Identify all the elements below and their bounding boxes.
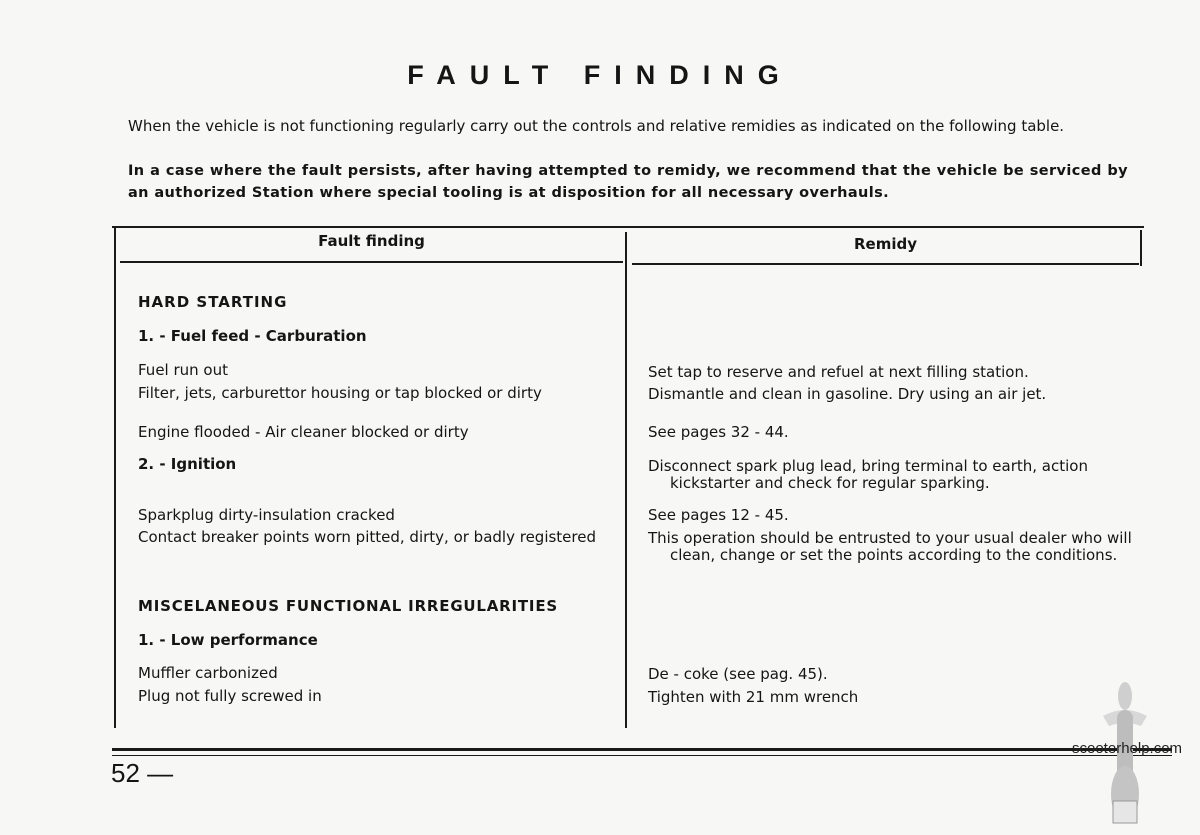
remedy-row: See pages 12 - 45. <box>648 506 789 524</box>
header-fault-finding: Fault finding <box>318 232 425 250</box>
intro-text: When the vehicle is not functioning regularly carry out the controls and relative remidies as indicated on the following table. <box>128 117 1065 135</box>
table-column-divider <box>625 232 627 728</box>
intro-bold-text: In a case where the fault persists, after having attempted to remidy, we recommend that the vehicle be serviced by an authorized Station where special tooling is at disposition for all necessary overhauls. <box>128 163 1128 201</box>
page-title: FAULT FINDING <box>407 60 793 90</box>
page-number: 52 — <box>111 758 174 788</box>
subsection-low-performance: 1. - Low performance <box>138 631 318 649</box>
fault-row: Filter, jets, carburettor housing or tap blocked or dirty <box>138 384 542 402</box>
remedy-row: Dismantle and clean in gasoline. Dry using an air jet. <box>648 385 1047 403</box>
table-left-border <box>114 228 116 728</box>
fault-row: Engine flooded - Air cleaner blocked or dirty <box>138 423 469 441</box>
header-underline-left <box>120 261 623 263</box>
remedy-row: Set tap to reserve and refuel at next filling station. <box>648 363 1029 381</box>
remedy-row: This operation should be entrusted to your usual dealer who will clean, change or set the points according to the conditions. <box>648 529 1132 564</box>
header-remidy: Remidy <box>853 235 917 253</box>
header-underline-right <box>632 263 1139 265</box>
subsection-ignition: 2. - Ignition <box>138 455 237 473</box>
table-bottom-rule <box>112 748 1172 751</box>
remedy-row: De - coke (see pag. 45). <box>648 665 828 683</box>
section-miscellaneous: MISCELANEOUS FUNCTIONAL IRREGULARITIES <box>138 597 558 615</box>
remedy-row: Tighten with 21 mm wrench <box>648 688 859 706</box>
fault-row: Sparkplug dirty-insulation cracked <box>138 506 395 524</box>
fault-row: Muffler carbonized <box>138 664 278 682</box>
section-hard-starting: HARD STARTING <box>138 293 288 311</box>
remedy-row: See pages 32 - 44. <box>648 423 789 441</box>
remedy-ignition: Disconnect spark plug lead, bring terminal to earth, action kickstarter and check for regular sparking. <box>648 457 1088 492</box>
fault-row: Contact breaker points worn pitted, dirty, or badly registered <box>138 528 596 546</box>
table-bottom-rule-thin <box>112 755 1172 756</box>
subsection-fuel-feed: 1. - Fuel feed - Carburation <box>138 327 367 345</box>
table-top-rule <box>112 226 1144 228</box>
table-right-border <box>1140 230 1142 266</box>
fault-row: Fuel run out <box>138 361 228 379</box>
watermark-text: scooterhelp.com <box>1072 740 1183 757</box>
fault-row: Plug not fully screwed in <box>138 687 322 705</box>
